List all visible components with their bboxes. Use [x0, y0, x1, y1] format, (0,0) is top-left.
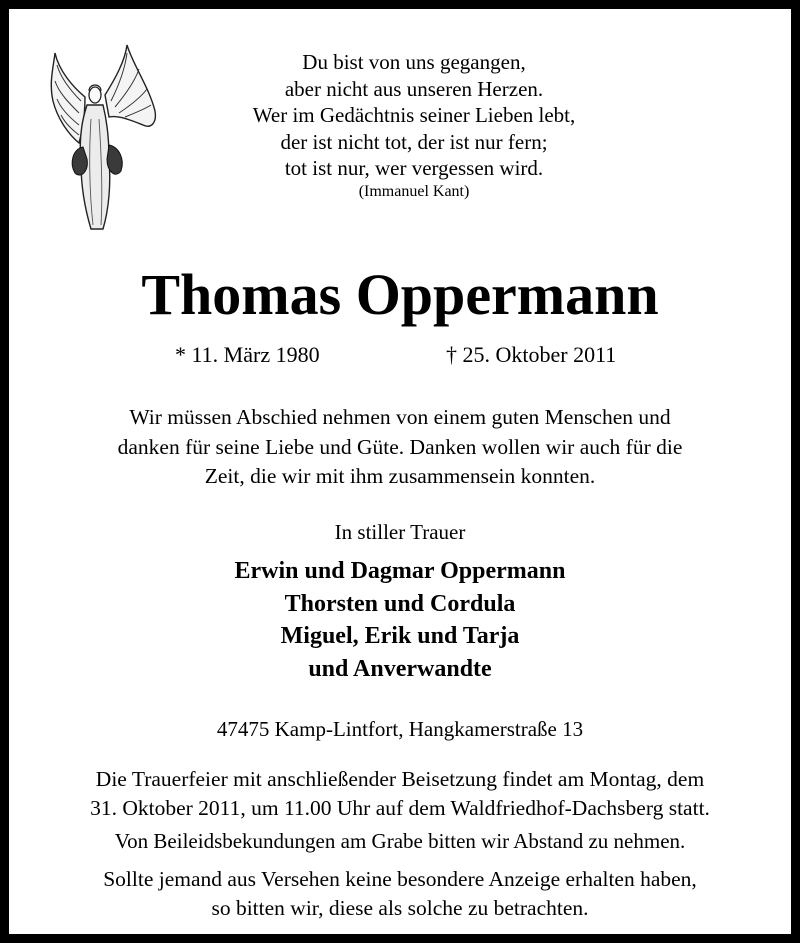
- farewell-line: danken für seine Liebe und Güte. Danken wollen wir auch für die: [117, 434, 683, 459]
- ceremony-line: Die Trauerfeier mit anschließender Beisetzung findet am Montag, dem: [95, 767, 705, 791]
- deceased-name: Thomas Oppermann: [141, 262, 659, 327]
- poem-line: aber nicht aus unseren Herzen.: [284, 76, 544, 101]
- farewell-text: [29, 403, 771, 492]
- poem-line: Du bist von uns gegangen,: [302, 50, 526, 74]
- notice-line: Sollte jemand aus Versehen keine besondere Anzeige erhalten haben,: [103, 867, 697, 891]
- farewell-line: Zeit, die wir mit ihm zusammensein konnten.: [204, 464, 596, 488]
- ceremony-line: 31. Oktober 2011, um 11.00 Uhr auf dem Waldfriedhof-Dachsberg statt.: [90, 795, 710, 820]
- mourner-name: Miguel, Erik und Tarja: [280, 623, 520, 649]
- farewell-line: Wir müssen Abschied nehmen von einem guten Menschen und: [129, 405, 671, 429]
- poem: [189, 49, 639, 202]
- angel-icon: [45, 39, 161, 235]
- condolence-request: Von Beileidsbekundungen am Grabe bitten wir Abstand zu nehmen.: [114, 829, 686, 853]
- poem-line: Wer im Gedächtnis seiner Lieben lebt,: [252, 103, 576, 127]
- notice-line: so bitten wir, diese als solche zu betrachten.: [211, 896, 589, 920]
- mourners-list: [29, 555, 771, 685]
- mourner-name: Thorsten und Cordula: [284, 590, 516, 617]
- ceremony-info: [29, 765, 771, 822]
- address: 47475 Kamp-Lintfort, Hangkamerstraße 13: [216, 717, 584, 741]
- birth-date: * 11. März 1980: [175, 342, 320, 367]
- poem-line: der ist nicht tot, der ist nur fern;: [280, 129, 548, 154]
- mourner-name: und Anverwandte: [308, 655, 492, 682]
- poem-line: tot ist nur, wer vergessen wird.: [284, 156, 544, 180]
- poem-author: (Immanuel Kant): [358, 182, 470, 200]
- mourner-name: Erwin und Dagmar Oppermann: [234, 558, 566, 584]
- notice-text: [29, 865, 771, 923]
- death-date: † 25. Oktober 2011: [446, 342, 617, 367]
- mourning-intro: In stiller Trauer: [334, 520, 466, 544]
